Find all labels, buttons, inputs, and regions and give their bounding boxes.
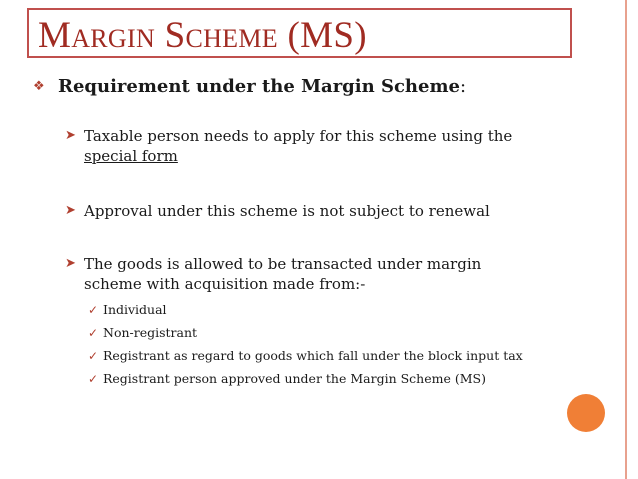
arrow-bullet-icon: ➤ [65,203,76,218]
slide-title: Margin Scheme (MS) [38,15,367,56]
diamond-bullet-icon: ❖ [33,79,45,94]
check-bullet-icon: ✓ [88,349,99,363]
point-goods-line2: scheme with acquisition made from:- [84,275,366,293]
check-bullet-icon: ✓ [88,326,99,340]
point-goods-line1: The goods is allowed to be transacted under margin [84,255,482,273]
heading-text: Requirement under the Margin Scheme [58,76,460,97]
point-approval-line1: Approval under this scheme is not subject to renewal [84,202,490,220]
arrow-bullet-icon: ➤ [65,256,76,271]
right-divider [625,0,627,479]
special-form-text: special form [84,147,178,165]
heading-colon: : [459,76,467,97]
arrow-bullet-icon: ➤ [65,128,76,143]
check-bullet-icon: ✓ [88,303,99,317]
point-apply-line1: Taxable person needs to apply for this scheme using the [84,127,513,145]
check-bullet-icon: ✓ [88,372,99,386]
orange-circle-decoration [567,394,605,432]
slide: Margin Scheme (MS) ❖ Requirement under the Margin Scheme: ➤ Taxable person needs to apply for this scheme using the special form ➤ Approval under this scheme is not subject to renewal ➤ The goods is allowed to be transacted under margin scheme with acquisition made from:- ✓ Individual ✓ Non-registrant ✓ Registrant as regard to goods which fall under the block input tax ✓ Registrant person approved under the Margin Scheme (MS) [0,0,638,479]
